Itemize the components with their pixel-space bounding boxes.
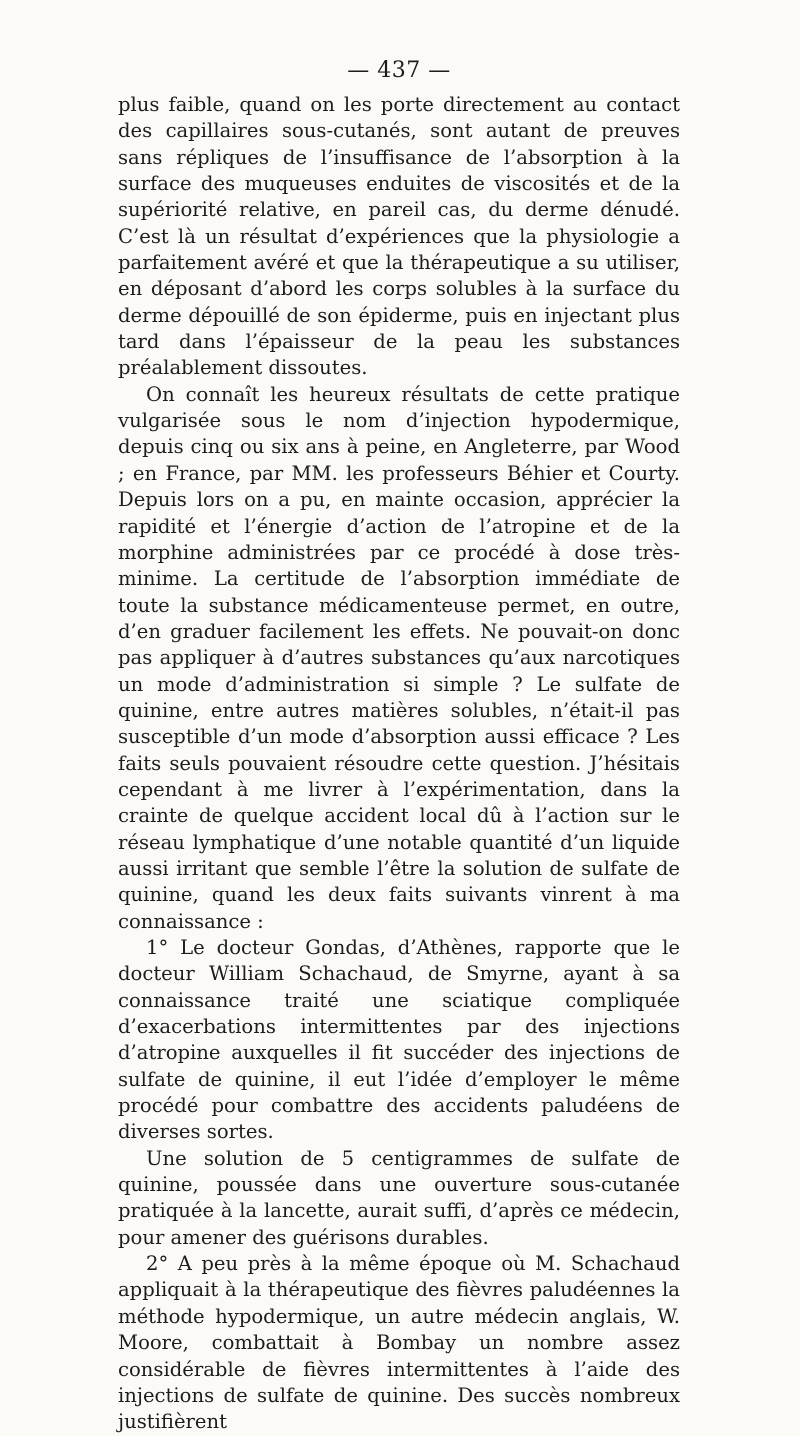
paragraph-continued: plus faible, quand on les porte directement au contact des capillaires sous-cutanés, sont autant de preuves sans répliques de l’insuffisance de l’absorption à la surface des muqueuses enduites de viscosités et de la supériorité relative, en pareil cas, du derme dénudé. C’est là un résultat d’expériences que la physiologie a parfaitement avéré et que la thérapeutique a su utiliser, en déposant d’abord les corps solubles à la surface du derme dépouillé de son épiderme, puis en injectant plus tard dans l’épaisseur de la peau les substances préalablement dissoutes.: [118, 93, 680, 380]
paragraph-case-two: 2° A peu près à la même époque où M. Schachaud appliquait à la thérapeutique des fièvres paludéennes la méthode hypodermique, un autre médecin anglais, W. Moore, combattait à Bombay un nombre assez considérable de fièvres intermittentes à l’aide des injections de sulfate de quinine. Des succès nombreux justifièrent: [118, 1252, 680, 1434]
book-page: [118, 58, 680, 1434]
paragraph-case-one: 1° Le docteur Gondas, d’Athènes, rapporte que le docteur William Schachaud, de Smyrne, ayant à sa connaissance traité une sciatique compliquée d’exacerbations intermittentes par des injections d’atropine auxquelles il fit succéder des injections de sulfate de quinine, il eut l’idée d’employer le même procédé pour combattre des accidents paludéens de diverses sortes.: [118, 936, 680, 1144]
paragraph-hypodermic-injection: On connaît les heureux résultats de cette pratique vulgarisée sous le nom d’injection hypodermique, depuis cinq ou six ans à peine, en Angleterre, par Wood ; en France, par MM. les professeurs Béhier et Courty. Depuis lors on a pu, en mainte occasion, apprécier la rapidité et l’énergie d’action de l’atropine et de la morphine administrées par ce procédé à dose très-minime. La certitude de l’absorption immédiate de toute la substance médicamenteuse permet, en outre, d’en graduer facilement les effets. Ne pouvait-on donc pas appliquer à d’autres substances qu’aux narcotiques un mode d’administration si simple ? Le sulfate de quinine, entre autres matières solubles, n’était-il pas susceptible d’un mode d’absorption aussi efficace ? Les faits seuls pouvaient résoudre cette question. J’hésitais cependant à me livrer à l’expérimentation, dans la crainte de quelque accident local dû à l’action sur le réseau lymphatique d’une notable quantité d’un liquide aussi irritant que semble l’être la solution de sulfate de quinine, quand les deux faits suivants vinrent à ma connaissance :: [118, 382, 680, 933]
paragraph-solution-dose: Une solution de 5 centigrammes de sulfate de quinine, poussée dans une ouverture sous-cutanée pratiquée à la lancette, aurait suffi, d’après ce médecin, pour amener des guérisons durables.: [118, 1146, 680, 1249]
page-number: — 437 —: [347, 58, 451, 83]
body-text: [118, 92, 680, 1436]
